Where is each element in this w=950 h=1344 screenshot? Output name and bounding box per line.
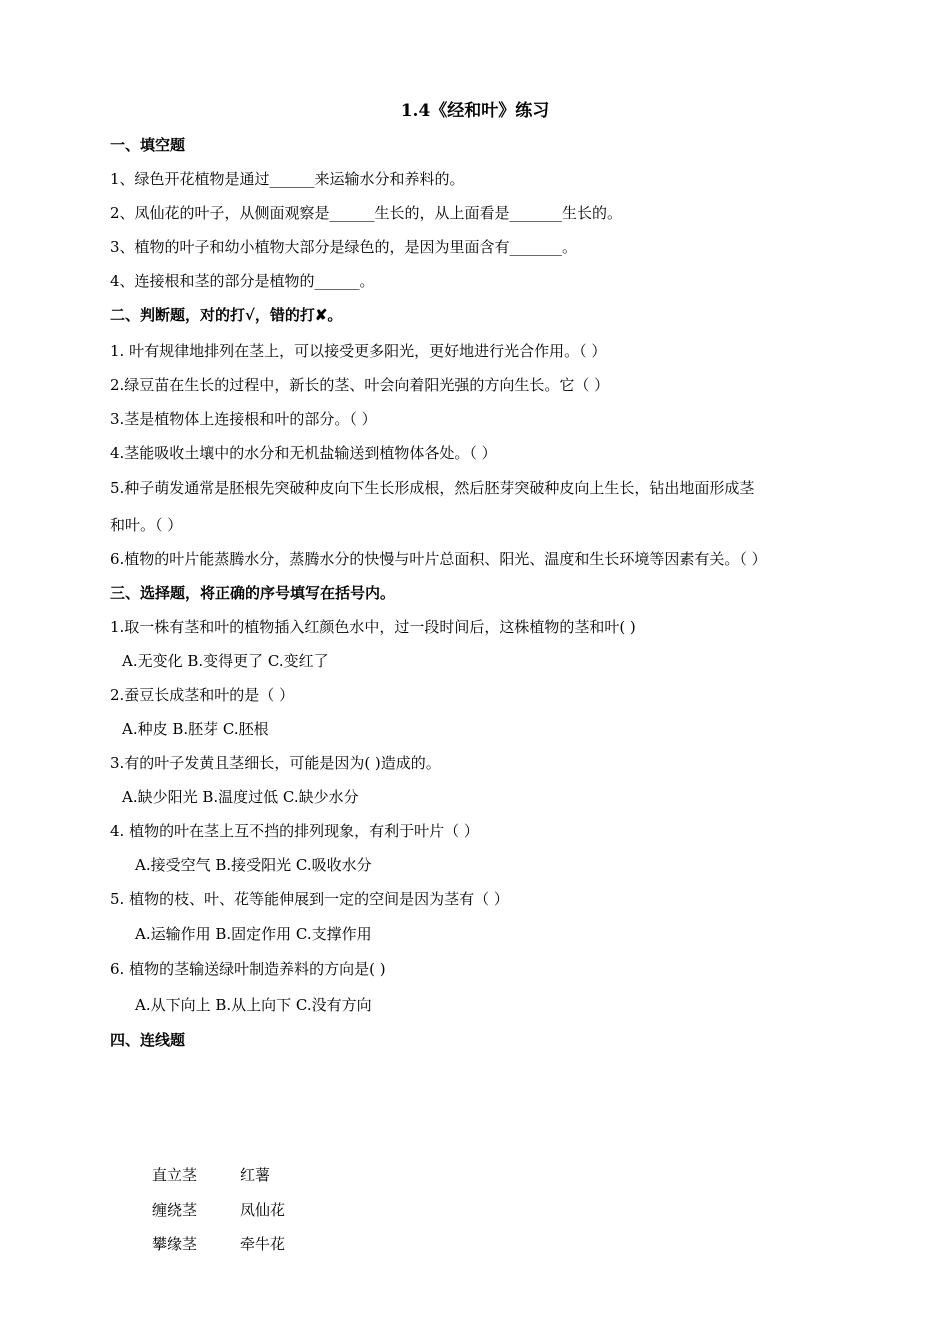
fill-blank-question-3: 3、植物的叶子和幼小植物大部分是绿色的，是因为里面含有_______。 <box>110 238 578 256</box>
fill-blank-question-1: 1、绿色开花植物是通过______来运输水分和养料的。 <box>110 170 465 188</box>
true-false-question-3: 3.茎是植物体上连接根和叶的部分。（ ） <box>110 410 377 428</box>
section-heading-true-false: 二、判断题，对的打√，错的打✘。 <box>110 306 343 324</box>
matching-right-item-1: 红薯 <box>240 1166 271 1184</box>
choice-options-5: A.运输作用 B.固定作用 C.支撑作用 <box>135 925 372 943</box>
matching-left-item-2: 缠绕茎 <box>152 1201 198 1219</box>
choice-question-2: 2.蚕豆长成茎和叶的是（ ） <box>110 686 295 704</box>
true-false-question-2: 2.绿豆苗在生长的过程中，新长的茎、叶会向着阳光强的方向生长。它（ ） <box>110 376 610 394</box>
matching-left-item-1: 直立茎 <box>152 1166 198 1184</box>
choice-options-2: A.种皮 B.胚芽 C.胚根 <box>122 720 269 738</box>
true-false-question-4: 4.茎能吸收土壤中的水分和无机盐输送到植物体各处。（ ） <box>110 444 497 462</box>
section-heading-matching: 四、连线题 <box>110 1031 186 1049</box>
choice-question-6: 6. 植物的茎输送绿叶制造养料的方向是( ) <box>110 960 386 978</box>
page-title: 1.4《经和叶》练习 <box>400 101 550 121</box>
true-false-question-1: 1. 叶有规律地排列在茎上，可以接受更多阳光，更好地进行光合作用。（ ） <box>110 342 607 360</box>
choice-question-4: 4. 植物的叶在茎上互不挡的排列现象，有利于叶片（ ） <box>110 822 479 840</box>
section-heading-fill-blank: 一、填空题 <box>110 136 186 154</box>
choice-options-1: A.无变化 B.变得更了 C.变红了 <box>122 652 329 670</box>
choice-options-6: A.从下向上 B.从上向下 C.没有方向 <box>135 996 372 1014</box>
fill-blank-question-2: 2、凤仙花的叶子，从侧面观察是______生长的，从上面看是_______生长的。 <box>110 204 623 222</box>
fill-blank-question-4: 4、连接根和茎的部分是植物的______。 <box>110 272 375 290</box>
choice-question-3: 3.有的叶子发黄且茎细长，可能是因为( )造成的。 <box>110 754 441 772</box>
matching-left-item-3: 攀缘茎 <box>152 1235 198 1253</box>
matching-right-item-2: 凤仙花 <box>240 1201 286 1219</box>
true-false-question-6: 6.植物的叶片能蒸腾水分，蒸腾水分的快慢与叶片总面积、阳光、温度和生长环境等因素有关。（ ） <box>110 550 767 568</box>
section-heading-multiple-choice: 三、选择题，将正确的序号填写在括号内。 <box>110 584 396 602</box>
choice-options-3: A.缺少阳光 B.温度过低 C.缺少水分 <box>122 788 359 806</box>
choice-options-4: A.接受空气 B.接受阳光 C.吸收水分 <box>135 856 372 874</box>
choice-question-1: 1.取一株有茎和叶的植物插入红颜色水中，过一段时间后，这株植物的茎和叶( ) <box>110 618 636 636</box>
matching-right-item-3: 牵牛花 <box>240 1235 286 1253</box>
choice-question-5: 5. 植物的枝、叶、花等能伸展到一定的空间是因为茎有（ ） <box>110 890 509 908</box>
true-false-question-5: 5.种子萌发通常是胚根先突破种皮向下生长形成根，然后胚芽突破种皮向上生长，钻出地面形成茎 <box>110 479 755 497</box>
true-false-question-5-continued: 和叶。（ ） <box>110 516 183 534</box>
